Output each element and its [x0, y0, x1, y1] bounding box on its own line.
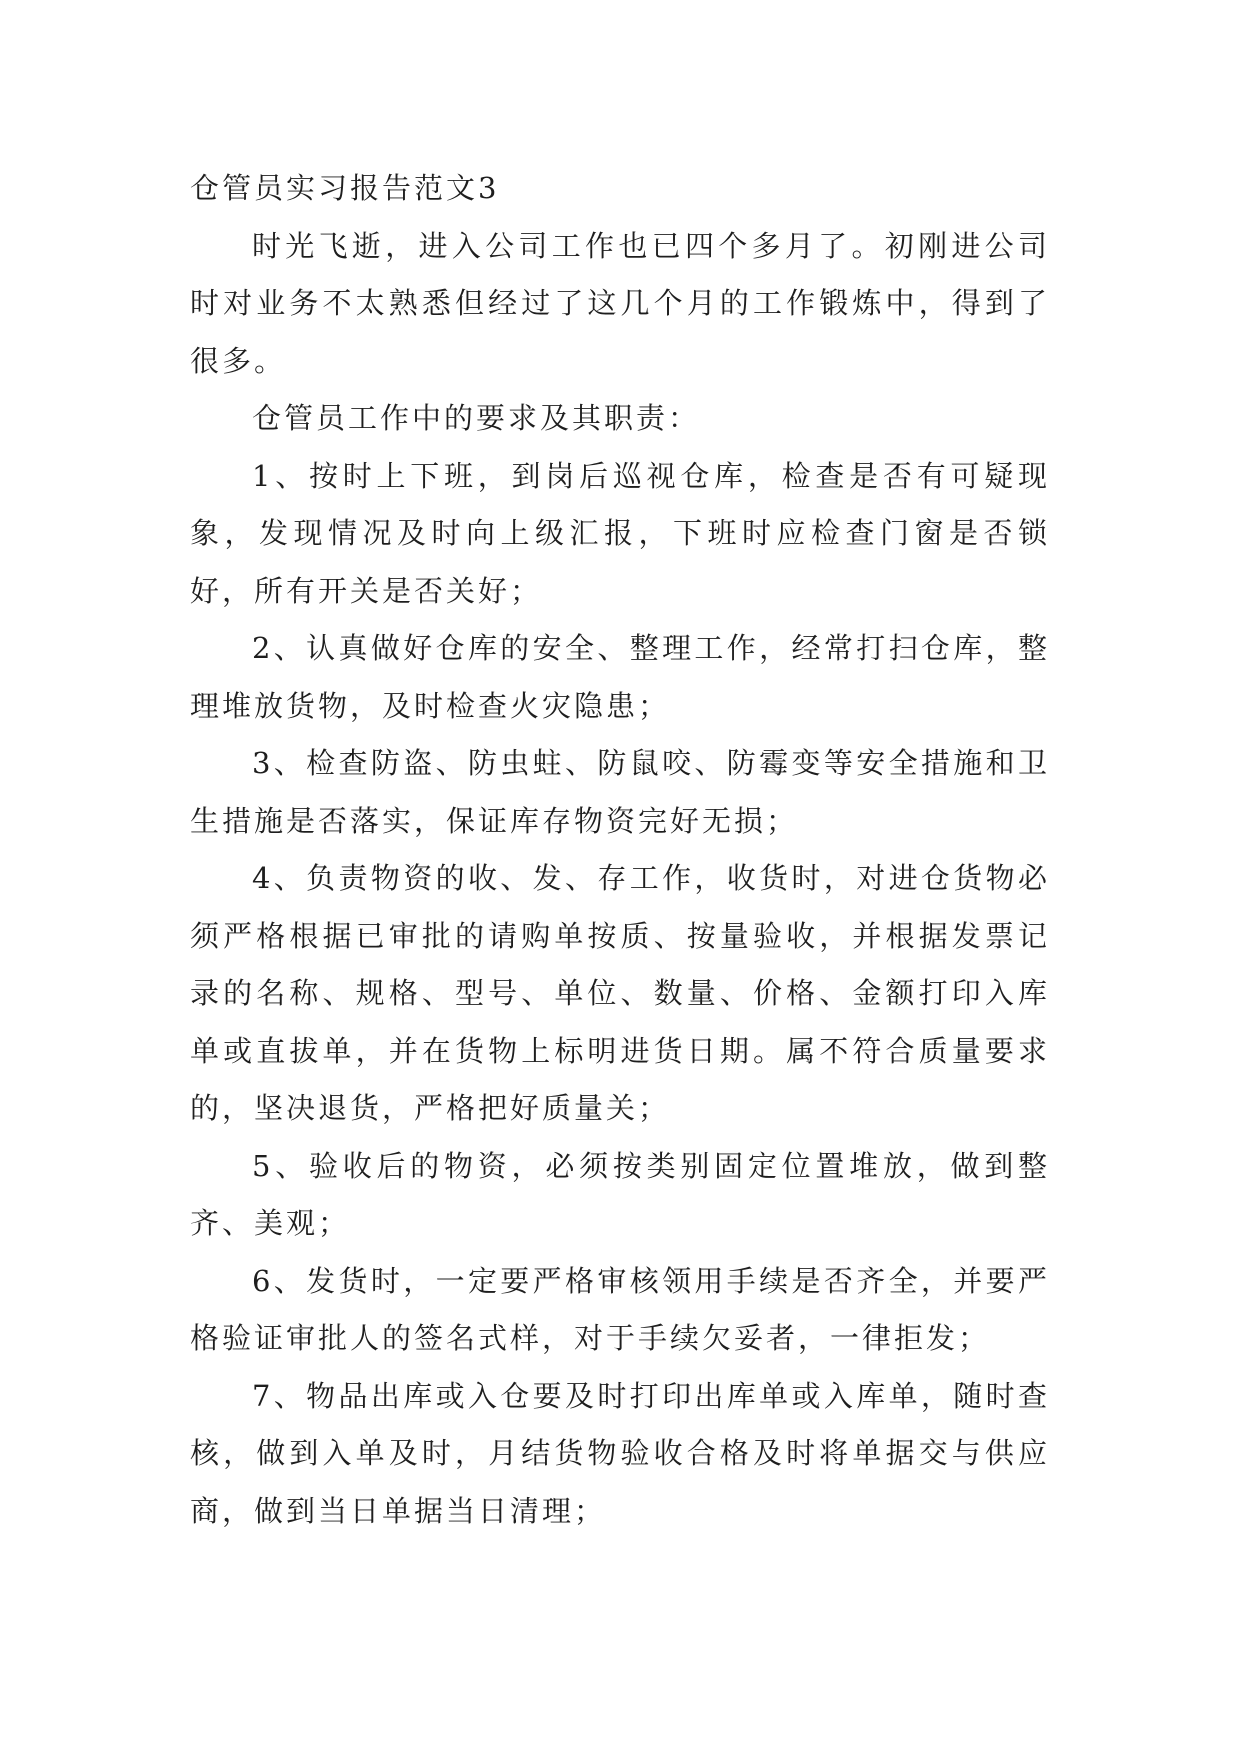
paragraph-intro: 时光飞逝，进入公司工作也已四个多月了。初刚进公司时对业务不太熟悉但经过了这几个月的工作锻炼中，得到了很多。	[190, 228, 1050, 378]
paragraph-duty-6: 6、发货时，一定要严格审核领用手续是否齐全，并要严格验证审批人的签名式样，对于手续欠妥者，一律拒发；	[190, 1263, 1050, 1355]
paragraph-duty-7: 7、物品出库或入仓要及时打印出库单或入库单，随时查核，做到入单及时，月结货物验收合格及时将单据交与供应商，做到当日单据当日清理；	[190, 1378, 1050, 1528]
paragraph-duty-3: 3、检查防盗、防虫蛀、防鼠咬、防霉变等安全措施和卫生措施是否落实，保证库存物资完好无损；	[190, 746, 1050, 838]
document-body	[190, 160, 1050, 1540]
paragraph-duty-5: 5、验收后的物资，必须按类别固定位置堆放，做到整齐、美观；	[190, 1148, 1050, 1240]
paragraph-duty-1: 1、按时上下班，到岗后巡视仓库，检查是否有可疑现象，发现情况及时向上级汇报，下班时应检查门窗是否锁好，所有开关是否关好；	[190, 458, 1050, 608]
paragraph-duties-heading: 仓管员工作中的要求及其职责：	[252, 401, 701, 435]
paragraph-duty-4: 4、负责物资的收、发、存工作，收货时，对进仓货物必须严格根据已审批的请购单按质、按量验收，并根据发票记录的名称、规格、型号、单位、数量、价格、金额打印入库单或直拔单，并在货物上标明进货日期。属不符合质量要求的，坚决退货，严格把好质量关；	[190, 861, 1050, 1125]
paragraph-duty-2: 2、认真做好仓库的安全、整理工作，经常打扫仓库，整理堆放货物，及时检查火灾隐患；	[190, 631, 1050, 723]
document-title: 仓管员实习报告范文3	[190, 171, 500, 205]
